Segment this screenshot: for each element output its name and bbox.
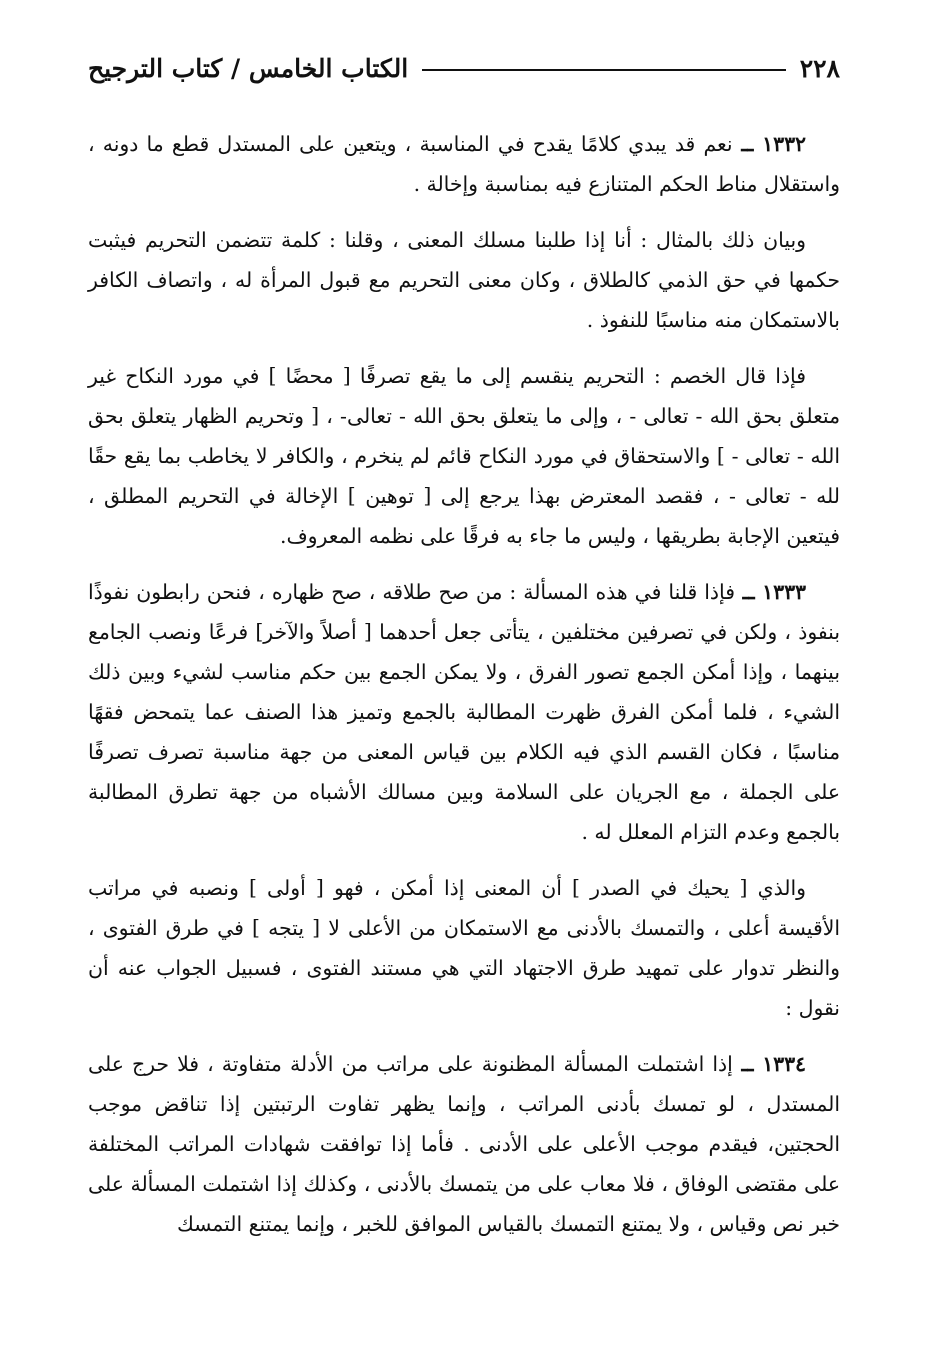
paragraph-text: إذا اشتملت المسألة المظنونة على مراتب من الأدلة متفاوتة ، فلا حرج على المستدل ، لو تمسك بأدنى المراتب ، وإنما يظهر تفاوت الرتبتين إذا تناقض موجب الحجتين، فيقدم موجب الأعلى على الأدنى . فأما إذا توافقت شهادات المراتب المختلفة على مقتضى الوفاق ، فلا معاب على من يتمسك بالأدنى ، وكذلك إذا اشتملت المسألة على خبر نص وقياس ، ولا يمتنع التمسك بالقياس الموافق للخبر ، وإنما يمتنع التمسك <box>88 1052 840 1236</box>
paragraph-text: نعم قد يبدي كلامًا يقدح في المناسبة ، ويتعين على المستدل قطع ما دونه ، واستقلال مناط الحكم المتنازع فيه بمناسبة وإخالة . <box>88 132 840 196</box>
paragraph-dash: ــ <box>732 132 763 156</box>
paragraph-dash: ــ <box>734 580 763 604</box>
paragraph-text: فإذا قال الخصم : التحريم ينقسم إلى ما يقع تصرفًا [ محضًا ] في مورد النكاح غير متعلق بحق الله - تعالى - ، وإلى ما يتعلق بحق الله - تعالى- ، [ وتحريم الظهار يتعلق بحق الله - تعالى - ] والاستحقاق في مورد النكاح قائم لم ينخرم ، والكافر لا يخاطب بما يقع حقًا لله - تعالى - ، فقصد المعترض بهذا يرجع إلى [ توهين ] الإخالة في التحريم المطلق ، فيتعين الإجابة بطريقها ، وليس ما جاء به فرقًا على نظمه المعروف. <box>88 364 840 548</box>
paragraph-text: وبيان ذلك بالمثال : أنا إذا طلبنا مسلك المعنى ، وقلنا : كلمة تتضمن التحريم فيثبت حكمها في حق الذمي كالطلاق ، وكان معنى التحريم مع قبول المرأة له ، واتصاف الكافر بالاستمكان منه مناسبًا للنفوذ . <box>88 228 840 332</box>
paragraph-1334 <box>88 1044 840 1244</box>
paragraph-dash: ــ <box>732 1052 763 1076</box>
running-head: الكتاب الخامس / كتاب الترجيح <box>88 53 409 83</box>
paragraph-answer-intro <box>88 868 840 1028</box>
paragraph-text: والذي [ يحيك في الصدر ] أن المعنى إذا أمكن ، فهو [ أولى ] ونصبه في مراتب الأقيسة أعلى ، والتمسك بالأدنى مع الاستمكان من الأعلى لا [ يتجه ] في طرق الفتوى ، والنظر تدوار على تمهيد طرق الاجتهاد التي هي مستند الفتوى ، فسبيل الجواب عنه أن نقول : <box>88 876 840 1020</box>
paragraph-text: فإذا قلنا في هذه المسألة : من صح طلاقه ، صح ظهاره ، فنحن رابطون نفوذًا بنفوذ ، ولكن في تصرفين مختلفين ، يتأتى جعل أحدهما [ أصلاً والآخر] فرعًا ونصب الجامع بينهما ، وإذا أمكن الجمع تصور الفرق ، ولا يمكن الجمع بين حكم مناسب لشيء وبين ذلك الشيء ، فلما أمكن الفرق ظهرت المطالبة بالجمع وتميز هذا الصنف عما يتمحض فقهًا مناسبًا ، فكان القسم الذي فيه الكلام بين قياس المعنى من جهة مناسبة تصرف تصرفًا على الجملة ، مع الجريان على السلامة وبين مسالك الأشباه من جهة تطرق المطالبة بالجمع وعدم التزام المعلل له . <box>88 580 840 844</box>
header-rule <box>422 69 785 71</box>
paragraph-number: ١٣٣٢ <box>762 132 806 156</box>
page-number: ٢٢٨ <box>799 53 840 83</box>
page-header <box>88 48 840 88</box>
paragraph-example <box>88 220 840 340</box>
book-page <box>88 48 840 1260</box>
paragraph-objection <box>88 356 840 556</box>
paragraph-number: ١٣٣٤ <box>762 1052 806 1076</box>
paragraph-number: ١٣٣٣ <box>762 580 806 604</box>
paragraph-1333 <box>88 572 840 852</box>
body-text <box>88 124 840 1244</box>
paragraph-1332 <box>88 124 840 204</box>
